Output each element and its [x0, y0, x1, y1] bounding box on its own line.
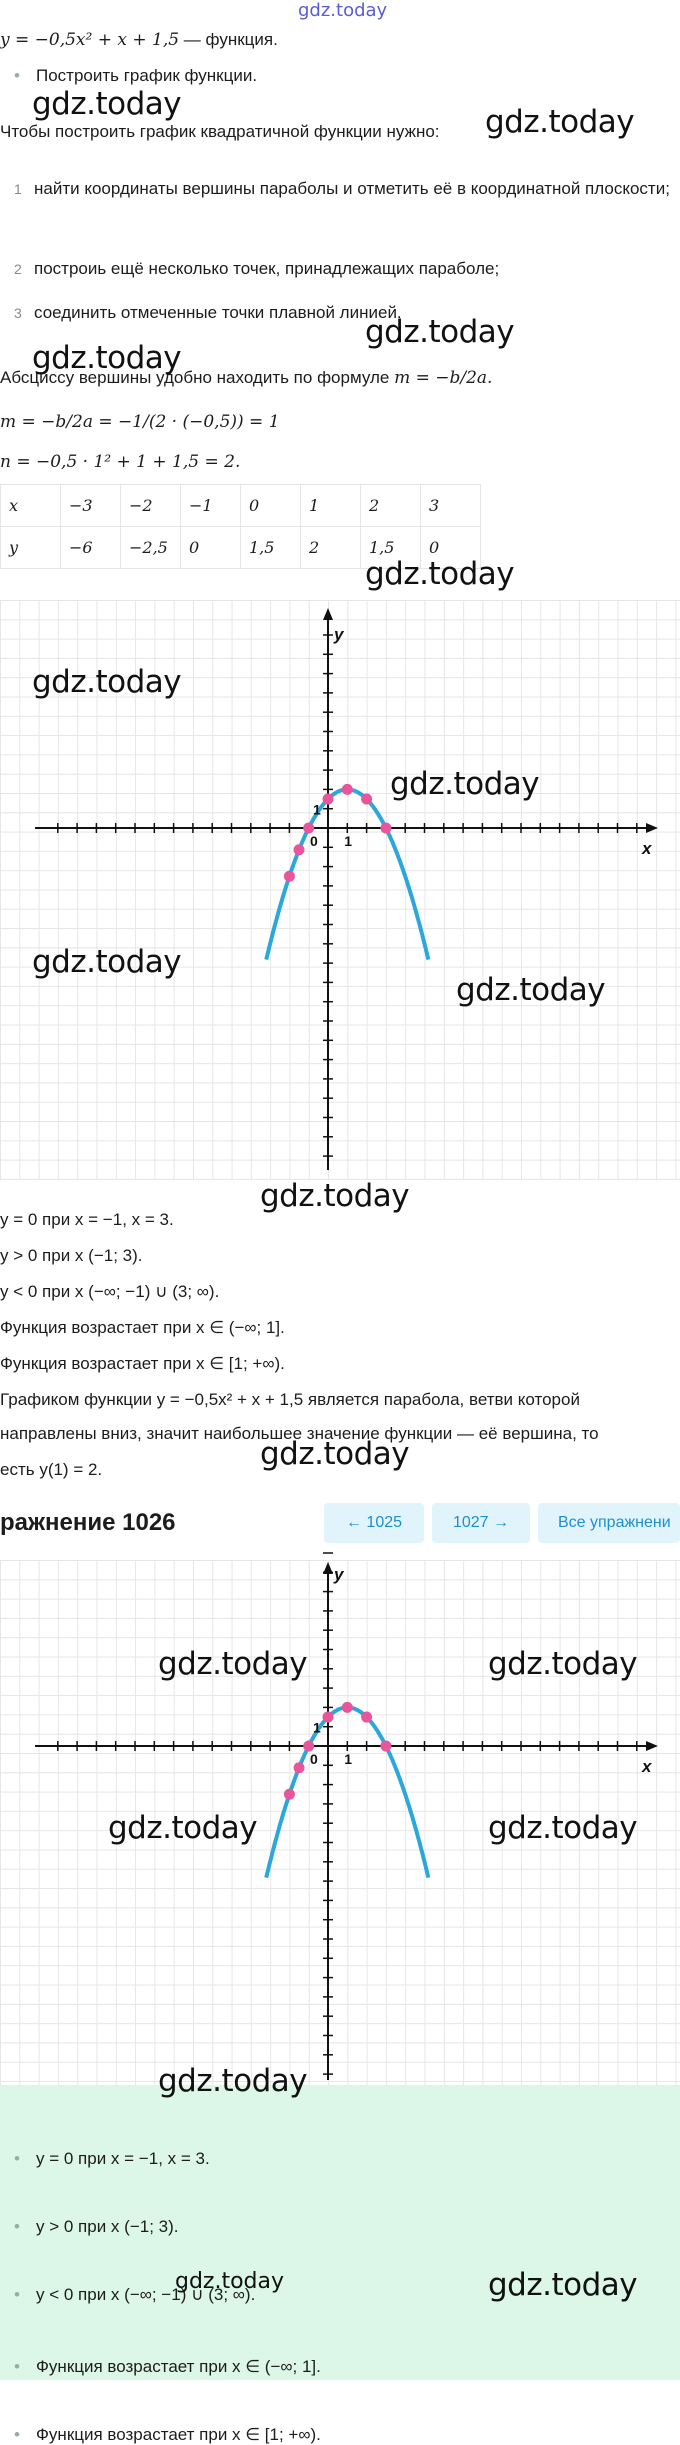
exercise-title: ражнение 1026	[0, 1509, 176, 1536]
marked-point	[323, 794, 334, 805]
unit-y-label: 1	[313, 1719, 321, 1736]
step-number: 3	[14, 305, 22, 321]
abscissa-formula: m = −b/2a.	[394, 368, 493, 388]
table-cell: −2,5	[121, 527, 181, 569]
watermark: gdz.today	[175, 2269, 285, 2294]
marked-point	[284, 1789, 295, 1800]
marked-point	[342, 1702, 353, 1713]
marked-point	[361, 1712, 372, 1723]
marked-point	[342, 784, 353, 795]
answer-box	[0, 2063, 680, 2444]
marked-point	[294, 844, 305, 855]
answer-item: • y < 0 при x (−∞; −1) ∪ (3; ∞).	[0, 2285, 680, 2305]
watermark: gdz.today	[456, 972, 606, 1008]
watermark: gdz.today	[32, 340, 182, 376]
function-suffix: — функция.	[179, 30, 278, 49]
result-line: y = 0 при x = −1, x = 3.	[0, 1210, 174, 1229]
marked-point	[294, 1762, 305, 1773]
conclusion-line: Графиком функции y = −0,5x² + x + 1,5 является парабола, ветви которой	[0, 1390, 580, 1409]
marked-point	[303, 1741, 314, 1752]
origin-label: 0	[310, 1751, 318, 1767]
result-line: Функция возрастает при x ∈ [1; +∞).	[0, 1354, 285, 1373]
marked-point	[361, 794, 372, 805]
watermark: gdz.today	[260, 1436, 410, 1472]
abscissa-text: Абсциссу вершины удобно находить по формуле	[0, 368, 390, 387]
origin-label: 0	[310, 833, 318, 849]
table-cell: y	[1, 527, 61, 569]
watermark: gdz.today	[108, 1810, 258, 1846]
y-axis-arrow	[323, 608, 333, 620]
y-axis-label: y	[334, 1565, 344, 1584]
table-cell: 0	[421, 527, 481, 569]
next-exercise-button[interactable]: 1027 →	[432, 1503, 530, 1543]
table-cell: 0	[241, 485, 301, 527]
table-cell: 1,5	[241, 527, 301, 569]
x-axis-arrow	[646, 1741, 658, 1751]
n-calculation: n = −0,5 · 1² + 1 + 1,5 = 2.	[0, 452, 241, 472]
answer-item: • y = 0 при x = −1, x = 3.	[0, 2149, 680, 2169]
answer-item: • Функция возрастает при x ∈ [1; +∞).	[0, 2425, 680, 2445]
watermark: gdz.today	[488, 2267, 638, 2303]
step-text: найти координаты вершины параболы и отметить её в координатной плоскости;	[34, 179, 670, 198]
watermark: gdz.today	[260, 1178, 410, 1214]
step-text: построиь ещё несколько точек, принадлежащих параболе;	[34, 259, 500, 278]
watermark: gdz.today	[488, 1646, 638, 1682]
x-axis-label: x	[642, 839, 652, 858]
watermark: gdz.today	[158, 1646, 308, 1682]
unit-y-label: 1	[313, 801, 321, 818]
table-cell: −1	[181, 485, 241, 527]
unit-x-label: 1	[344, 833, 353, 849]
step-number: 2	[14, 261, 22, 277]
table-cell: 3	[421, 485, 481, 527]
marked-point	[303, 823, 314, 834]
table-cell: 1,5	[361, 527, 421, 569]
task-item: • Построить график функции.	[0, 66, 680, 86]
watermark: gdz.today	[158, 2063, 308, 2099]
watermark: gdz.today	[485, 104, 635, 140]
abscissa-line	[0, 368, 492, 388]
all-exercises-button[interactable]: Все упражнени	[538, 1503, 680, 1543]
watermark: gdz.today	[365, 314, 515, 350]
table-cell: 0	[181, 527, 241, 569]
y-axis-label: y	[334, 625, 344, 644]
task-list	[0, 66, 680, 86]
table-cell: −6	[61, 527, 121, 569]
function-line	[0, 30, 278, 50]
result-line: y < 0 при x (−∞; −1) ∪ (3; ∞).	[0, 1282, 220, 1301]
conclusion-line: направлены вниз, значит наибольшее значение функции — её вершина, то	[0, 1424, 599, 1443]
prev-exercise-button[interactable]: ← 1025	[324, 1503, 424, 1543]
watermark-top: gdz.today	[298, 0, 388, 21]
unit-x-label: 1	[344, 1751, 353, 1767]
watermark: gdz.today	[488, 1810, 638, 1846]
table-cell: 1	[301, 485, 361, 527]
intro-text: Чтобы построить график квадратичной функции нужно:	[0, 122, 440, 141]
answer-item: • Функция возрастает при x ∈ (−∞; 1].	[0, 2357, 680, 2377]
watermark: gdz.today	[32, 664, 182, 700]
conclusion-line: есть y(1) = 2.	[0, 1460, 103, 1479]
table-cell: x	[1, 485, 61, 527]
parabola-graph-repeat	[0, 1560, 680, 2090]
table-row	[1, 485, 481, 527]
table-cell: 2	[301, 527, 361, 569]
answer-item: • y > 0 при x (−1; 3).	[0, 2217, 680, 2237]
marked-point	[284, 871, 295, 882]
exercise-nav	[0, 1497, 680, 1549]
marked-point	[380, 1741, 391, 1752]
parabola-graph	[0, 600, 680, 1180]
watermark: gdz.today	[32, 944, 182, 980]
table-cell: 2	[361, 485, 421, 527]
table-cell: −3	[61, 485, 121, 527]
marked-point	[380, 823, 391, 834]
watermark: gdz.today	[365, 556, 515, 592]
x-axis-arrow	[646, 823, 658, 833]
marked-point	[323, 1712, 334, 1723]
table-cell: −2	[121, 485, 181, 527]
result-line: y > 0 при x (−1; 3).	[0, 1246, 143, 1265]
step-number: 1	[14, 181, 22, 197]
function-formula: y = −0,5x² + x + 1,5	[0, 30, 180, 50]
x-axis-label: x	[642, 1757, 652, 1776]
watermark: gdz.today	[390, 766, 540, 802]
m-calculation: m = −b/2a = −1/(2 · (−0,5)) = 1	[0, 412, 280, 432]
result-line: Функция возрастает при x ∈ (−∞; 1].	[0, 1318, 285, 1337]
watermark: gdz.today	[32, 86, 182, 122]
step-text: соединить отмеченные точки плавной линией.	[34, 303, 402, 322]
